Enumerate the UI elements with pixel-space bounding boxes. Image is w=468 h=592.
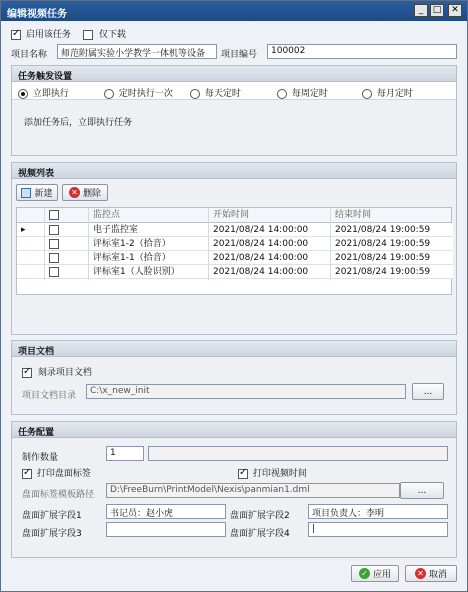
row-select-cell[interactable]	[45, 265, 89, 280]
project-name-label: 项目名称	[11, 50, 48, 60]
ext3-label: 盘面扩展字段3	[22, 529, 82, 539]
monitor-cell: 电子监控室	[89, 223, 209, 238]
close-button[interactable]: ✕	[448, 4, 462, 17]
trigger-option-label: 每周定时	[291, 89, 328, 99]
start-time-cell: 2021/08/24 14:00:00	[209, 265, 331, 280]
row-checkbox[interactable]	[49, 239, 59, 249]
trigger-option-monthly[interactable]	[362, 86, 413, 99]
monitor-cell: 评标室1（人脸识别）	[89, 265, 209, 280]
print-label-checkbox-row[interactable]	[22, 466, 91, 479]
trigger-option-immediate[interactable]	[18, 86, 69, 99]
project-docs-header: 项目文档	[11, 340, 457, 357]
quantity-extra-field	[148, 446, 448, 461]
radio-weekly[interactable]	[277, 89, 287, 99]
trigger-option-once[interactable]	[104, 86, 173, 99]
download-only-checkbox[interactable]	[83, 30, 93, 40]
trigger-description: 添加任务后，立即执行任务	[24, 118, 133, 128]
trigger-settings-panel	[11, 82, 457, 156]
project-name-field[interactable]: 师范附属实验小学教学一体机等设备	[57, 44, 217, 59]
quantity-label: 制作数量	[22, 453, 59, 463]
apply-button-label: 应用	[372, 570, 391, 580]
row-checkbox[interactable]	[49, 267, 59, 277]
print-time-checkbox[interactable]	[238, 469, 248, 479]
task-config-panel	[11, 438, 457, 558]
trigger-settings-header: 任务触发设置	[11, 65, 457, 82]
trigger-options-bar	[12, 82, 456, 100]
cancel-icon: ✕	[415, 568, 426, 579]
ext1-label: 盘面扩展字段1	[22, 511, 82, 521]
cancel-button[interactable]	[405, 565, 457, 582]
title-bar	[1, 1, 467, 21]
row-indicator-cell	[17, 265, 45, 280]
delete-button-label: 删除	[82, 189, 101, 199]
delete-icon: ✕	[69, 187, 80, 198]
trigger-option-label: 定时执行一次	[118, 89, 173, 99]
row-indicator-header	[17, 208, 45, 223]
trigger-option-daily[interactable]	[190, 86, 241, 99]
download-only-label: 仅下载	[98, 30, 126, 40]
select-all-header[interactable]	[45, 208, 89, 223]
maximize-button[interactable]: □	[430, 4, 444, 17]
quantity-field[interactable]: 1	[106, 446, 144, 461]
window-title: 编辑视频任务	[7, 9, 67, 20]
row-checkbox[interactable]	[49, 253, 59, 263]
trigger-option-label: 每天定时	[204, 89, 241, 99]
radio-monthly[interactable]	[362, 89, 372, 99]
apply-button[interactable]	[351, 565, 399, 582]
burn-docs-label: 刻录项目文档	[37, 368, 92, 378]
video-grid-header	[17, 208, 451, 223]
enable-task-checkbox[interactable]	[11, 30, 21, 40]
download-only-checkbox-row[interactable]	[83, 27, 126, 40]
video-list-header: 视频列表	[11, 162, 457, 179]
ext4-field[interactable]: |	[308, 522, 448, 537]
enable-task-label: 启用该任务	[25, 30, 71, 40]
print-time-checkbox-row[interactable]	[238, 466, 307, 479]
column-header-start[interactable]: 开始时间	[209, 208, 331, 223]
column-header-end[interactable]: 结束时间	[335, 210, 372, 220]
ext1-field[interactable]: 书记员：赵小虎	[106, 504, 226, 519]
row-select-cell[interactable]	[45, 251, 89, 266]
ext2-label: 盘面扩展字段2	[230, 511, 290, 521]
enable-task-checkbox-row[interactable]	[11, 27, 71, 40]
row-select-cell[interactable]	[45, 237, 89, 252]
ext3-field[interactable]	[106, 522, 226, 537]
start-time-cell: 2021/08/24 14:00:00	[209, 251, 331, 266]
project-number-field[interactable]: 100002	[267, 44, 457, 59]
delete-button[interactable]	[62, 184, 108, 201]
template-path-field[interactable]: D:\FreeBurn\PrintModel\Nexis\panmian1.dml	[106, 483, 400, 498]
trigger-option-weekly[interactable]	[277, 86, 328, 99]
print-label-checkbox[interactable]	[22, 469, 32, 479]
radio-once[interactable]	[104, 89, 114, 99]
template-path-label: 盘面标签模板路径	[22, 490, 95, 500]
row-indicator-cell	[17, 237, 45, 252]
start-time-cell: 2021/08/24 14:00:00	[209, 223, 331, 238]
table-row[interactable]	[17, 237, 453, 251]
monitor-cell: 评标室1-1（拾音）	[89, 251, 209, 266]
project-docs-panel	[11, 357, 457, 415]
cancel-button-label: 取消	[428, 570, 447, 580]
check-icon: ✓	[359, 568, 370, 579]
new-button-label: 新建	[34, 189, 53, 199]
print-time-label: 打印视频时间	[252, 469, 307, 479]
video-grid	[16, 207, 452, 295]
row-checkbox[interactable]	[49, 225, 59, 235]
end-time-cell: 2021/08/24 19:00:59	[335, 267, 431, 277]
end-time-cell: 2021/08/24 19:00:59	[335, 239, 431, 249]
table-row[interactable]	[17, 223, 453, 237]
monitor-cell: 评标室1-2（拾音）	[89, 237, 209, 252]
trigger-option-label: 每月定时	[376, 89, 413, 99]
row-indicator-cell	[17, 251, 45, 266]
trigger-option-label: 立即执行	[32, 89, 69, 99]
burn-docs-checkbox[interactable]	[22, 368, 32, 378]
radio-immediate[interactable]	[18, 89, 28, 99]
template-browse-button[interactable]: ...	[400, 482, 444, 499]
docs-dir-browse-button[interactable]: ...	[412, 383, 444, 400]
video-list-panel	[11, 179, 457, 335]
table-row[interactable]	[17, 265, 453, 279]
ext4-label: 盘面扩展字段4	[230, 529, 290, 539]
ext2-field[interactable]: 项目负责人：李明	[308, 504, 448, 519]
docs-dir-label: 项目文档目录	[22, 391, 77, 401]
current-row-marker: ▸	[17, 223, 45, 238]
start-time-cell: 2021/08/24 14:00:00	[209, 237, 331, 252]
radio-daily[interactable]	[190, 89, 200, 99]
select-all-checkbox[interactable]	[49, 210, 59, 220]
new-button[interactable]	[16, 184, 58, 201]
task-config-header: 任务配置	[11, 421, 457, 438]
end-time-cell: 2021/08/24 19:00:59	[335, 225, 431, 235]
burn-docs-checkbox-row[interactable]	[22, 365, 92, 378]
project-number-label: 项目编号	[221, 50, 258, 60]
column-header-monitor[interactable]: 监控点	[89, 208, 209, 223]
row-select-cell[interactable]	[45, 223, 89, 238]
minimize-button[interactable]: _	[414, 4, 428, 17]
new-icon	[21, 188, 31, 198]
table-row[interactable]	[17, 251, 453, 265]
docs-dir-field[interactable]: C:\x_new_init	[86, 384, 406, 399]
print-label-label: 打印盘面标签	[36, 469, 91, 479]
end-time-cell: 2021/08/24 19:00:59	[335, 253, 431, 263]
